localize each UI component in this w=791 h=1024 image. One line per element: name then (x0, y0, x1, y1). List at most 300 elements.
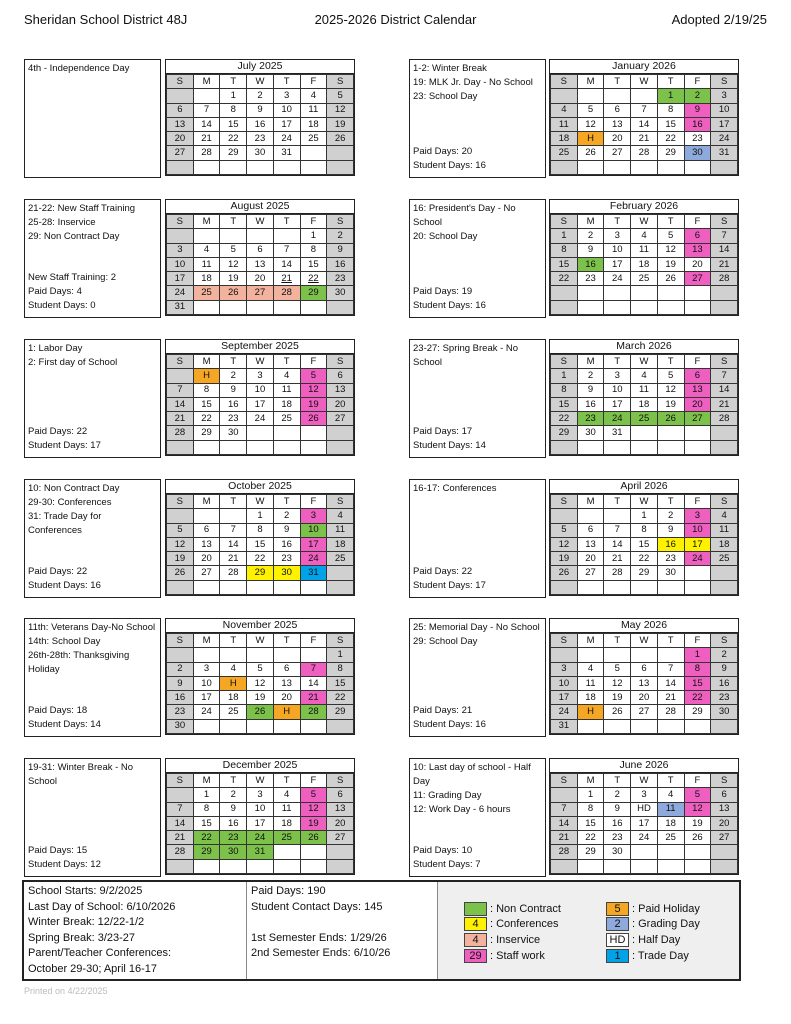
day-cell (193, 580, 220, 594)
day-cell (631, 859, 658, 873)
day-cell (577, 300, 604, 314)
event-note: 11: Grading Day (413, 790, 482, 801)
day-cell: 28 (604, 566, 631, 580)
legend-item (606, 933, 680, 947)
day-cell: 21 (711, 397, 738, 411)
day-cell: 29 (327, 705, 354, 719)
month-title: October 2025 (166, 480, 354, 494)
day-cell: H (193, 369, 220, 383)
month-calendar (549, 618, 739, 735)
day-cell: 30 (220, 845, 247, 859)
day-cell (247, 300, 274, 314)
legend-item (464, 933, 540, 947)
day-cell: 24 (631, 831, 658, 845)
day-cell: 12 (577, 117, 604, 131)
day-cell (220, 440, 247, 454)
day-cell: 2 (167, 662, 194, 676)
day-cell: 22 (551, 272, 578, 286)
day-cell: 10 (247, 802, 274, 816)
day-cell: 4 (631, 229, 658, 243)
day-cell: 25 (273, 831, 300, 845)
day-cell: 3 (273, 89, 300, 103)
day-cell: 25 (220, 705, 247, 719)
weekday-header: F (684, 634, 711, 648)
day-cell: 29 (551, 426, 578, 440)
day-cell (327, 300, 354, 314)
day-cell: 27 (684, 272, 711, 286)
day-cell: 9 (167, 676, 194, 690)
day-cell: 5 (167, 523, 194, 537)
day-cell (711, 300, 738, 314)
day-cell: 9 (327, 243, 354, 257)
day-cell: 3 (604, 229, 631, 243)
event-note: 19: MLK Jr. Day - No School (413, 77, 533, 88)
day-cell (631, 580, 658, 594)
event-note: 14th: School Day (28, 636, 101, 647)
legend-swatch: 5 (606, 902, 629, 916)
day-cell: 17 (711, 117, 738, 131)
day-cell (193, 648, 220, 662)
day-cell: 27 (193, 566, 220, 580)
day-cell: 29 (684, 705, 711, 719)
summary-line: Student Contact Days: 145 (251, 900, 383, 913)
day-cell: 9 (657, 523, 684, 537)
legend-label: : Non Contract (490, 903, 561, 915)
day-cell: 22 (577, 831, 604, 845)
day-cell: 7 (631, 103, 658, 117)
day-cell: 28 (711, 272, 738, 286)
day-cell: 17 (631, 816, 658, 830)
day-cell: 4 (711, 509, 738, 523)
day-cell: 18 (327, 537, 354, 551)
day-cell: 8 (657, 103, 684, 117)
day-cell (551, 89, 578, 103)
day-cell: 19 (657, 397, 684, 411)
day-cell: 30 (220, 426, 247, 440)
month-stats (28, 565, 101, 593)
legend-item (606, 917, 700, 931)
weekday-header: W (247, 495, 274, 509)
day-cell: H (220, 676, 247, 690)
adopted-date: Adopted 2/19/25 (671, 12, 767, 27)
month-stats (413, 844, 481, 872)
weekday-header: S (711, 774, 738, 788)
weekday-header: T (604, 75, 631, 89)
day-cell: 26 (247, 705, 274, 719)
day-cell: 13 (577, 537, 604, 551)
day-cell: 15 (684, 676, 711, 690)
day-cell (684, 300, 711, 314)
day-cell (657, 426, 684, 440)
day-cell: 8 (247, 523, 274, 537)
stat-line: Student Days: 12 (28, 859, 101, 870)
weekday-header: T (604, 774, 631, 788)
legend-item (464, 917, 558, 931)
day-cell: 24 (193, 705, 220, 719)
day-cell (167, 89, 194, 103)
day-cell: 11 (631, 243, 658, 257)
day-cell: 15 (631, 537, 658, 551)
day-cell: 12 (657, 243, 684, 257)
day-cell: 1 (300, 229, 327, 243)
day-cell: 6 (711, 788, 738, 802)
day-cell (631, 426, 658, 440)
stat-line: Student Days: 0 (28, 300, 96, 311)
day-cell: 23 (684, 132, 711, 146)
day-cell: 1 (551, 369, 578, 383)
day-cell (300, 845, 327, 859)
legend-label: : Trade Day (632, 950, 689, 962)
stat-line: Paid Days: 20 (413, 146, 473, 157)
day-cell (631, 719, 658, 733)
day-cell: 3 (167, 243, 194, 257)
day-cell: 24 (551, 705, 578, 719)
day-cell (327, 845, 354, 859)
stat-line: Paid Days: 10 (413, 845, 473, 856)
day-cell: 16 (167, 691, 194, 705)
weekday-header: M (193, 495, 220, 509)
day-cell: 16 (711, 676, 738, 690)
month-notes (409, 758, 546, 877)
day-cell: 10 (247, 383, 274, 397)
day-cell: 30 (273, 566, 300, 580)
weekday-header: M (577, 634, 604, 648)
day-cell (631, 440, 658, 454)
day-cell: 17 (551, 691, 578, 705)
day-cell: 12 (551, 537, 578, 551)
day-cell: 9 (684, 103, 711, 117)
weekday-header: S (551, 355, 578, 369)
day-cell: 9 (711, 662, 738, 676)
day-cell (711, 566, 738, 580)
day-cell: 6 (193, 523, 220, 537)
day-cell: 29 (193, 845, 220, 859)
day-cell: 23 (273, 552, 300, 566)
month-title: May 2026 (550, 619, 738, 633)
day-cell (220, 859, 247, 873)
weekday-header: S (711, 495, 738, 509)
day-cell: 13 (193, 537, 220, 551)
day-cell: 3 (247, 369, 274, 383)
day-cell: 29 (631, 566, 658, 580)
day-cell (657, 300, 684, 314)
day-cell: 31 (711, 146, 738, 160)
day-cell (300, 580, 327, 594)
day-cell: 16 (327, 257, 354, 271)
weekday-header: S (327, 355, 354, 369)
day-cell: 23 (577, 412, 604, 426)
day-cell: 7 (711, 369, 738, 383)
day-cell: 18 (193, 272, 220, 286)
day-cell: 14 (711, 243, 738, 257)
weekday-header: W (631, 495, 658, 509)
month-notes (409, 59, 546, 178)
day-cell: 25 (631, 272, 658, 286)
day-cell (577, 509, 604, 523)
day-cell: 8 (577, 802, 604, 816)
day-cell: 10 (604, 243, 631, 257)
day-cell: 15 (551, 397, 578, 411)
day-cell: 11 (631, 383, 658, 397)
month-stats (413, 145, 486, 173)
weekday-header: F (684, 355, 711, 369)
day-cell: 13 (631, 676, 658, 690)
event-note: 1-2: Winter Break (413, 63, 487, 74)
day-cell: 16 (684, 117, 711, 131)
day-cell: 5 (300, 788, 327, 802)
day-cell: 9 (247, 103, 274, 117)
day-cell: 26 (684, 831, 711, 845)
summary-totals (246, 882, 438, 979)
day-cell: 26 (657, 272, 684, 286)
day-cell: 29 (220, 146, 247, 160)
day-cell: 3 (604, 369, 631, 383)
day-cell: 26 (657, 412, 684, 426)
month-calendar (165, 199, 355, 316)
day-cell: 14 (300, 676, 327, 690)
day-cell: 9 (220, 802, 247, 816)
day-cell: 13 (327, 802, 354, 816)
day-cell: 3 (551, 662, 578, 676)
day-cell: 7 (220, 523, 247, 537)
day-cell: 5 (657, 369, 684, 383)
day-cell: 23 (657, 552, 684, 566)
day-cell (300, 300, 327, 314)
month-stats (28, 704, 101, 732)
stat-line: Student Days: 16 (413, 160, 486, 171)
day-cell: 27 (247, 286, 274, 300)
month-notes (409, 339, 546, 458)
day-cell (711, 845, 738, 859)
weekday-header: T (657, 774, 684, 788)
day-cell: 19 (657, 257, 684, 271)
day-cell: 11 (327, 523, 354, 537)
day-cell: 27 (327, 412, 354, 426)
event-note: 29: School Day (413, 636, 478, 647)
weekday-header: S (711, 75, 738, 89)
day-cell (193, 89, 220, 103)
day-cell (167, 369, 194, 383)
month-title: December 2025 (166, 759, 354, 773)
day-cell: 28 (167, 426, 194, 440)
weekday-header: M (193, 75, 220, 89)
day-cell: 21 (167, 412, 194, 426)
day-cell: 22 (300, 272, 327, 286)
day-cell (684, 580, 711, 594)
month-calendar (165, 618, 355, 735)
summary-line: October 29-30; April 16-17 (28, 962, 158, 975)
day-cell: 16 (220, 816, 247, 830)
day-cell: 2 (604, 788, 631, 802)
day-cell: 6 (247, 243, 274, 257)
day-cell: 3 (193, 662, 220, 676)
weekday-header: F (300, 634, 327, 648)
weekday-header: T (657, 495, 684, 509)
stat-line: Student Days: 14 (413, 440, 486, 451)
weekday-header: S (167, 774, 194, 788)
day-cell (577, 648, 604, 662)
day-cell (247, 229, 274, 243)
month-notes (24, 758, 161, 877)
weekday-header: T (273, 75, 300, 89)
day-cell: 21 (300, 691, 327, 705)
weekday-header: T (220, 75, 247, 89)
day-cell: 30 (327, 286, 354, 300)
summary-line: Last Day of School: 6/10/2026 (28, 900, 176, 913)
day-cell (551, 580, 578, 594)
weekday-header: W (247, 75, 274, 89)
day-cell: 8 (193, 383, 220, 397)
day-cell: 12 (220, 257, 247, 271)
month-stats (413, 704, 486, 732)
day-cell (193, 859, 220, 873)
month-notes (409, 479, 546, 598)
day-cell (657, 580, 684, 594)
day-cell: 16 (220, 397, 247, 411)
summary-box (22, 880, 741, 981)
month-calendar (549, 199, 739, 316)
day-cell: H (577, 705, 604, 719)
day-cell (273, 426, 300, 440)
day-cell: 28 (273, 286, 300, 300)
month-notes (409, 199, 546, 318)
day-cell: 6 (327, 369, 354, 383)
weekday-header: M (577, 774, 604, 788)
day-cell (273, 648, 300, 662)
month-calendar (549, 59, 739, 176)
day-cell: 31 (167, 300, 194, 314)
event-note: 20: School Day (413, 231, 478, 242)
weekday-header: T (604, 355, 631, 369)
day-cell: 10 (551, 676, 578, 690)
day-cell: 7 (300, 662, 327, 676)
day-cell: 27 (631, 705, 658, 719)
stat-line: Student Days: 16 (28, 580, 101, 591)
day-cell: 12 (247, 676, 274, 690)
stat-line: Paid Days: 22 (413, 566, 473, 577)
day-cell: 7 (167, 802, 194, 816)
day-cell: 25 (193, 286, 220, 300)
day-cell: 9 (220, 383, 247, 397)
day-cell: 21 (604, 552, 631, 566)
day-cell: 31 (273, 146, 300, 160)
stat-line: New Staff Training: 2 (28, 272, 117, 283)
month-notes (24, 479, 161, 598)
day-cell: 5 (551, 523, 578, 537)
month-notes (24, 618, 161, 737)
day-cell (247, 160, 274, 174)
day-cell: 18 (551, 132, 578, 146)
day-cell (551, 440, 578, 454)
day-cell (684, 426, 711, 440)
day-cell: 5 (300, 369, 327, 383)
day-cell: 10 (300, 523, 327, 537)
day-cell: 5 (220, 243, 247, 257)
weekday-header: T (220, 355, 247, 369)
day-cell: 7 (604, 523, 631, 537)
day-cell: 28 (631, 146, 658, 160)
day-cell: 3 (711, 89, 738, 103)
day-cell: H (273, 705, 300, 719)
day-cell (273, 229, 300, 243)
legend-swatch: 4 (464, 917, 487, 931)
day-cell: 11 (577, 676, 604, 690)
day-cell: 10 (193, 676, 220, 690)
day-cell (604, 300, 631, 314)
day-cell: 2 (711, 648, 738, 662)
event-note: 25-28: Inservice (28, 217, 96, 228)
day-cell (167, 788, 194, 802)
day-cell (631, 286, 658, 300)
day-cell (247, 426, 274, 440)
day-cell (273, 719, 300, 733)
day-cell: 28 (711, 412, 738, 426)
day-cell (300, 160, 327, 174)
day-cell (711, 286, 738, 300)
day-cell: 25 (300, 132, 327, 146)
day-cell: 2 (247, 89, 274, 103)
day-cell: 13 (684, 383, 711, 397)
day-cell: 24 (684, 552, 711, 566)
day-cell: 15 (193, 816, 220, 830)
day-cell: 24 (247, 831, 274, 845)
day-cell (273, 160, 300, 174)
weekday-header: W (247, 215, 274, 229)
month-title: August 2025 (166, 200, 354, 214)
day-cell: 1 (220, 89, 247, 103)
day-cell (220, 509, 247, 523)
day-cell (631, 648, 658, 662)
day-cell: 19 (300, 816, 327, 830)
day-cell (220, 229, 247, 243)
month-calendar (165, 339, 355, 456)
day-cell: 26 (300, 831, 327, 845)
event-note: 16-17: Conferences (413, 483, 497, 494)
stat-line: Student Days: 16 (413, 719, 486, 730)
weekday-header: T (220, 215, 247, 229)
summary-line: School Starts: 9/2/2025 (28, 885, 143, 897)
day-cell (577, 859, 604, 873)
day-cell: 3 (631, 788, 658, 802)
month-calendar (549, 339, 739, 456)
day-cell: 31 (604, 426, 631, 440)
day-cell (551, 160, 578, 174)
day-cell (711, 859, 738, 873)
day-cell (167, 648, 194, 662)
weekday-header: T (657, 355, 684, 369)
day-cell (684, 286, 711, 300)
day-cell: 13 (327, 383, 354, 397)
day-cell: 18 (711, 537, 738, 551)
day-cell: 20 (193, 552, 220, 566)
day-cell: 16 (247, 117, 274, 131)
day-cell: 5 (247, 662, 274, 676)
day-cell: 15 (327, 676, 354, 690)
event-note: 16: President's Day - No School (413, 203, 516, 228)
weekday-header: T (220, 634, 247, 648)
summary-line: Parent/Teacher Conferences: (28, 947, 172, 959)
weekday-header: S (327, 774, 354, 788)
day-cell (247, 719, 274, 733)
day-cell: 30 (247, 146, 274, 160)
day-cell: 31 (551, 719, 578, 733)
day-cell: 28 (551, 845, 578, 859)
day-cell: 21 (657, 691, 684, 705)
day-cell (551, 788, 578, 802)
event-note: 25: Memorial Day - No School (413, 622, 540, 633)
weekday-header: T (604, 495, 631, 509)
day-cell (327, 566, 354, 580)
